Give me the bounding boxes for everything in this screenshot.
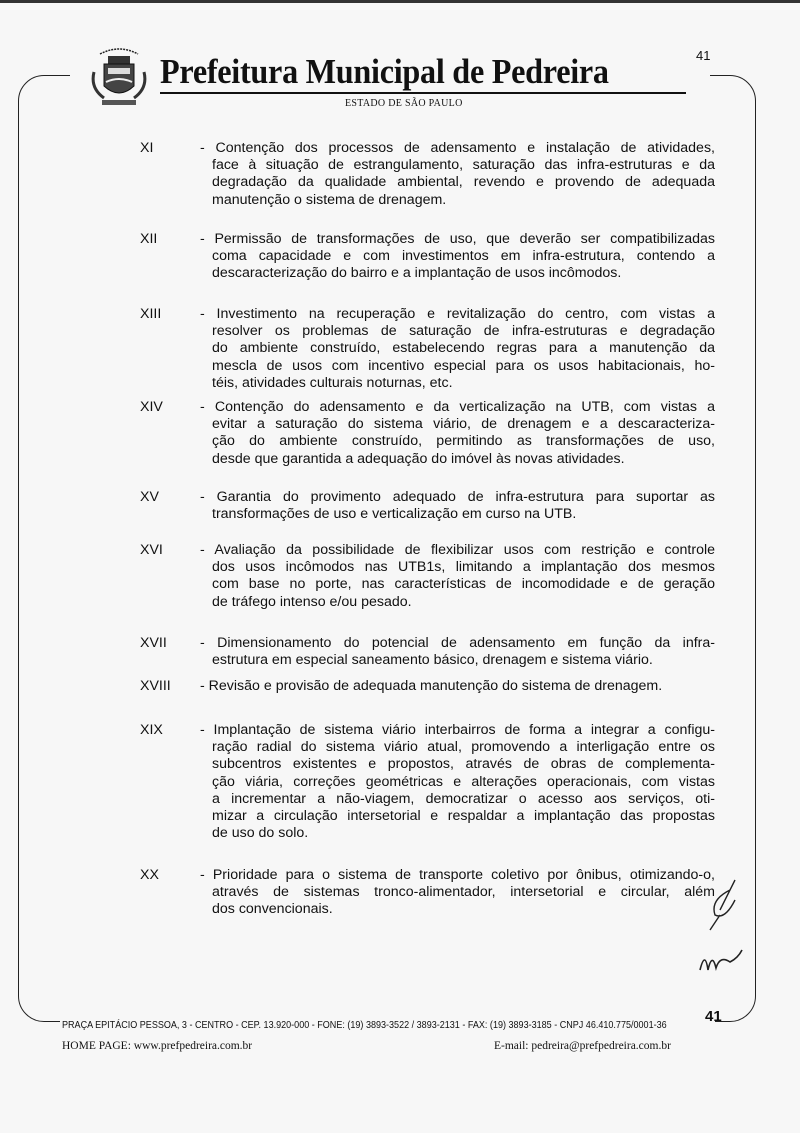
text-line: com base no porte, nas características de incomodidade e de geração [212, 576, 715, 593]
text-line: mescla de usos com incentivo especial para os usos habitacionais, ho- [212, 357, 715, 374]
item-text [200, 399, 715, 468]
text-line: mizar a circulação intersetorial e respaldar a implantação das propostas [212, 808, 715, 825]
text-line: téis, atividades culturais noturnas, etc. [212, 374, 453, 391]
text-line: - Garantia do provimento adequado de infra-estrutura para suportar as [200, 489, 715, 505]
text-line: - Contenção dos processos de adensamento e instalação de atividades, [200, 140, 715, 156]
footer-email: E-mail: pedreira@prefpedreira.com.br [494, 1040, 671, 1052]
title-underline [160, 92, 686, 94]
item-numeral: XV [140, 489, 159, 505]
page-title: Prefeitura Municipal de Pedreira [160, 52, 609, 91]
text-line: - Implantação de sistema viário interbairros de forma a integrar a configu- [200, 722, 715, 738]
text-line: - Contenção do adensamento e da verticalização na UTB, com vistas a [200, 399, 715, 415]
item-numeral: XVI [140, 542, 163, 558]
item-numeral: XX [140, 867, 159, 883]
item-numeral: XIV [140, 399, 163, 415]
text-line: manutenção o sistema de drenagem. [212, 191, 447, 208]
item-text [200, 306, 715, 392]
item-text [200, 489, 715, 523]
item-numeral: XVIII [140, 678, 171, 694]
text-line: - Prioridade para o sistema de transporte coletivo por ônibus, otimizando-o, [200, 867, 715, 883]
item-text [200, 635, 715, 669]
text-line: do ambiente construído, estabelecendo regras para a manutenção da [212, 340, 715, 357]
municipal-crest-logo [86, 42, 152, 112]
item-text [200, 722, 715, 842]
item-text [200, 140, 715, 209]
text-line: ção do ambiente construído, permitindo as transformações de uso, [212, 433, 715, 450]
footer-page-number: 41 [705, 1008, 722, 1025]
item-numeral: XVII [140, 635, 167, 651]
text-line: descaracterização do bairro e a implantação de usos incômodos. [212, 265, 622, 282]
item-text [200, 542, 715, 611]
text-line: coma capacidade e com investimentos em infra-estrutura, contendo a [212, 248, 715, 265]
text-line: degradação da qualidade ambiental, revendo e provendo de adequada [212, 174, 715, 191]
text-line: de uso do solo. [212, 825, 309, 842]
text-line: desde que garantida a adequação do imóvel às novas atividades. [212, 450, 625, 467]
text-line: subcentros existentes e propostos, através de obras de complementa- [212, 756, 715, 773]
handwritten-signature [690, 870, 760, 990]
footer-home-page: HOME PAGE: www.prefpedreira.com.br [62, 1040, 253, 1052]
text-line: - Avaliação da possibilidade de flexibilizar usos com restrição e controle [200, 542, 715, 558]
text-line: estrutura em especial saneamento básico, drenagem e sistema viário. [212, 652, 653, 669]
page-number: 41 [696, 48, 711, 63]
text-line: através de sistemas tronco-alimentador, intersetorial e circular, além [212, 884, 715, 901]
item-text [200, 678, 715, 695]
scan-edge [0, 0, 800, 3]
text-line: transformações de uso e verticalização em curso na UTB. [212, 506, 577, 523]
text-line: - Permissão de transformações de uso, que deverão ser compatibilizadas [200, 231, 715, 247]
item-text [200, 231, 715, 283]
footer-address: PRAÇA EPITÁCIO PESSOA, 3 - CENTRO - CEP. 13.920-000 - FONE: (19) 3893-3522 / 3893-2131 - FAX: (19) 3893-3185 - CNPJ 46.410.775/0001-36 [62, 1019, 667, 1031]
item-numeral: XIII [140, 306, 162, 322]
text-line: de tráfego intenso e/ou pesado. [212, 593, 412, 610]
text-line: dos convencionais. [212, 901, 333, 918]
state-subtitle: ESTADO DE SÃO PAULO [345, 98, 463, 109]
text-line: a incrementar a não-viagem, democratizar o acesso aos serviços, oti- [212, 790, 715, 807]
text-line: face à situação de estrangulamento, saturação das infra-estruturas e da [212, 157, 715, 174]
text-line: ção viária, correções geométricas e alterações operacionais, com vistas [212, 773, 715, 790]
text-line: evitar a saturação do sistema viário, de drenagem e a descaracteriza- [212, 416, 715, 433]
text-line: dos usos incômodos nas UTB1s, limitando a implantação dos mesmos [212, 559, 715, 576]
item-text [200, 867, 715, 919]
text-line: - Investimento na recuperação e revitalização do centro, com vistas a [200, 306, 715, 322]
item-numeral: XIX [140, 722, 163, 738]
text-line: ração radial do sistema viário atual, promovendo a interligação entre os [212, 739, 715, 756]
text-line: - Dimensionamento do potencial de adensamento em função da infra- [200, 635, 715, 651]
text-line: - Revisão e provisão de adequada manutenção do sistema de drenagem. [200, 678, 663, 694]
text-line: resolver os problemas de saturação de infra-estruturas e degradação [212, 323, 715, 340]
item-numeral: XII [140, 231, 158, 247]
item-numeral: XI [140, 140, 154, 156]
